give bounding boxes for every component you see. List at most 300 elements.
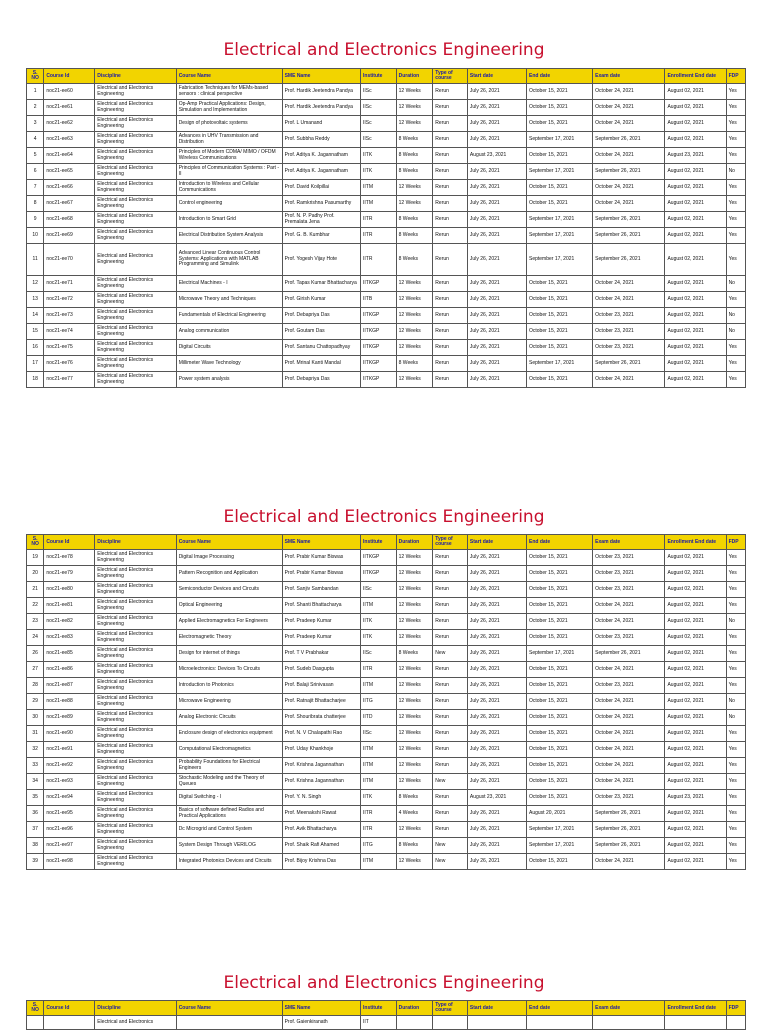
cell-enrollment-end-date: August 02, 2021 — [665, 630, 726, 646]
column-header-enrollment-end-date: Enrollment End date — [665, 535, 726, 550]
cell-sno: 31 — [27, 726, 44, 742]
cell-duration: 12 Weeks — [396, 614, 433, 630]
cell-course-name: Analog Electronic Circuits — [176, 710, 282, 726]
cell-sno: 7 — [27, 180, 44, 196]
table-row — [27, 598, 746, 614]
table-row — [27, 854, 746, 870]
cell-exam-date: October 24, 2021 — [593, 292, 665, 308]
cell-sme-name: Prof. T V Prabhakar — [282, 646, 360, 662]
cell-duration: 8 Weeks — [396, 148, 433, 164]
cell-institute: IITKGP — [361, 356, 397, 372]
cell-sno: 2 — [27, 100, 44, 116]
cell-end-date: October 15, 2021 — [526, 180, 592, 196]
cell-discipline: Electrical and Electronics Engineering — [95, 212, 176, 228]
cell-discipline: Electrical and Electronics Engineering — [95, 646, 176, 662]
cell-course-id: noc21-ee66 — [44, 180, 95, 196]
cell-sno: 3 — [27, 116, 44, 132]
cell-fdp: Yes — [726, 84, 745, 100]
cell-duration: 12 Weeks — [396, 550, 433, 566]
cell-start-date: July 26, 2021 — [467, 212, 526, 228]
cell-course-type: Rerun — [433, 822, 468, 838]
table-row — [27, 340, 746, 356]
cell-duration: 8 Weeks — [396, 244, 433, 276]
cell-sno: 35 — [27, 790, 44, 806]
cell-institute: IITKGP — [361, 372, 397, 388]
cell-end-date: October 15, 2021 — [526, 100, 592, 116]
cell-course-type: Rerun — [433, 806, 468, 822]
cell-course-id: noc21-ee65 — [44, 164, 95, 180]
page-2-title: Electrical and Electronics Engineering — [223, 507, 545, 527]
cell-course-name: Advanced Linear Continuous Control Systems: Applications with MATLAB Programming and Simulink — [176, 244, 282, 276]
table-row — [27, 678, 746, 694]
cell-exam-date: September 26, 2021 — [593, 212, 665, 228]
table-row — [27, 196, 746, 212]
cell-discipline: Electrical and Electronics Engineering — [95, 372, 176, 388]
cell-end-date: September 17, 2021 — [526, 164, 592, 180]
column-header-end-date: End date — [526, 69, 592, 84]
cell-duration: 8 Weeks — [396, 838, 433, 854]
cell-sme-name: Prof. Aditya K. Jagannatham — [282, 164, 360, 180]
cell-course-type: Rerun — [433, 148, 468, 164]
cell-sno: 30 — [27, 710, 44, 726]
cell-fdp: Yes — [726, 372, 745, 388]
cell-duration: 8 Weeks — [396, 212, 433, 228]
column-header-duration: Duration — [396, 535, 433, 550]
cell-course-name: Electrical Machines - I — [176, 276, 282, 292]
column-header-sme-name: SME Name — [282, 69, 360, 84]
cell-course-id: noc21-ee86 — [44, 662, 95, 678]
cell-end-date: September 17, 2021 — [526, 646, 592, 662]
cell-sme-name: Prof. Debapriya Das — [282, 308, 360, 324]
cell-duration: 12 Weeks — [396, 308, 433, 324]
cell-course-id: noc21-ee78 — [44, 550, 95, 566]
cell-course-id: noc21-ee93 — [44, 774, 95, 790]
cell-institute: IITK — [361, 630, 397, 646]
table-row — [27, 742, 746, 758]
cell-sno: 32 — [27, 742, 44, 758]
cell-institute: IITM — [361, 678, 397, 694]
cell-course-type: New — [433, 774, 468, 790]
cell-course-id: noc21-ee88 — [44, 694, 95, 710]
cell-start-date: July 26, 2021 — [467, 662, 526, 678]
cell-enrollment-end-date: August 02, 2021 — [665, 84, 726, 100]
cell-sme-name: Prof. Y. N. Singh — [282, 790, 360, 806]
cell-end-date: October 15, 2021 — [526, 758, 592, 774]
cell-course-id: noc21-ee75 — [44, 340, 95, 356]
cell-course-id: noc21-ee60 — [44, 84, 95, 100]
cell-sno: 4 — [27, 132, 44, 148]
cell-exam-date: October 23, 2021 — [593, 566, 665, 582]
cell-course-type: New — [433, 838, 468, 854]
cell-institute: IITK — [361, 614, 397, 630]
cell-end-date: October 15, 2021 — [526, 854, 592, 870]
cell-discipline: Electrical and Electronics Engineering — [95, 550, 176, 566]
cell-course-type: Rerun — [433, 196, 468, 212]
cell-start-date: July 26, 2021 — [467, 838, 526, 854]
cell-enrollment-end-date: August 02, 2021 — [665, 806, 726, 822]
table-row — [27, 726, 746, 742]
column-header-enrollment-end-date: Enrollment End date — [665, 1001, 726, 1016]
cell-fdp: Yes — [726, 774, 745, 790]
cell-start-date: July 26, 2021 — [467, 646, 526, 662]
cell-discipline: Electrical and Electronics Engineering — [95, 630, 176, 646]
cell-course-id: noc21-ee72 — [44, 292, 95, 308]
column-header-duration: Duration — [396, 69, 433, 84]
column-header-course-name: Course Name — [176, 535, 282, 550]
column-header-end-date: End date — [526, 1001, 592, 1016]
page-3-title: Electrical and Electronics Engineering — [223, 973, 545, 993]
cell-exam-date: October 24, 2021 — [593, 614, 665, 630]
cell-fdp: Yes — [726, 726, 745, 742]
cell-institute: IITK — [361, 164, 397, 180]
cell-duration: 12 Weeks — [396, 726, 433, 742]
cell-exam-date: October 24, 2021 — [593, 710, 665, 726]
cell-fdp: Yes — [726, 646, 745, 662]
cell-sno: 37 — [27, 822, 44, 838]
cell-discipline: Electrical and Electronics Engineering — [95, 726, 176, 742]
cell-discipline: Electrical and Electronics Engineering — [95, 116, 176, 132]
cell-discipline: Electrical and Electronics Engineering — [95, 356, 176, 372]
column-header-sno: S. NO — [27, 69, 44, 84]
table-row — [27, 372, 746, 388]
cell-end-date: September 17, 2021 — [526, 244, 592, 276]
cell-start-date: July 26, 2021 — [467, 566, 526, 582]
column-header-course-id: Course Id — [44, 535, 95, 550]
cell-course-name: Electromagnetic Theory — [176, 630, 282, 646]
cell-end-date — [526, 1016, 592, 1030]
cell-start-date: July 26, 2021 — [467, 774, 526, 790]
cell-end-date: September 17, 2021 — [526, 228, 592, 244]
cell-sno: 28 — [27, 678, 44, 694]
page-1-title: Electrical and Electronics Engineering — [223, 40, 545, 60]
cell-course-name — [176, 1016, 282, 1030]
table-row — [27, 244, 746, 276]
cell-discipline: Electrical and Electronics Engineering — [95, 308, 176, 324]
cell-exam-date — [593, 1016, 665, 1030]
cell-start-date: July 26, 2021 — [467, 582, 526, 598]
cell-sme-name: Prof. Debapriya Das — [282, 372, 360, 388]
cell-sme-name: Prof. Sudeb Dasgupta — [282, 662, 360, 678]
cell-course-name: Design for internet of things — [176, 646, 282, 662]
cell-end-date: October 15, 2021 — [526, 710, 592, 726]
cell-institute: IISc — [361, 116, 397, 132]
cell-institute: IISc — [361, 100, 397, 116]
cell-duration: 12 Weeks — [396, 276, 433, 292]
cell-enrollment-end-date: August 23, 2021 — [665, 790, 726, 806]
cell-sno: 17 — [27, 356, 44, 372]
cell-sme-name: Prof. Bijoy Krishna Das — [282, 854, 360, 870]
cell-course-name: Pattern Recognition and Application — [176, 566, 282, 582]
cell-exam-date: October 24, 2021 — [593, 276, 665, 292]
cell-enrollment-end-date: August 02, 2021 — [665, 614, 726, 630]
cell-exam-date: October 24, 2021 — [593, 694, 665, 710]
cell-enrollment-end-date: August 02, 2021 — [665, 292, 726, 308]
cell-duration: 8 Weeks — [396, 356, 433, 372]
cell-enrollment-end-date: August 02, 2021 — [665, 132, 726, 148]
cell-course-id: noc21-ee64 — [44, 148, 95, 164]
cell-discipline: Electrical and Electronics Engineering — [95, 790, 176, 806]
cell-duration: 8 Weeks — [396, 646, 433, 662]
cell-course-id: noc21-ee61 — [44, 100, 95, 116]
cell-discipline: Electrical and Electronics Engineering — [95, 678, 176, 694]
cell-start-date: July 26, 2021 — [467, 116, 526, 132]
cell-course-name: Digital Circuits — [176, 340, 282, 356]
cell-fdp: No — [726, 710, 745, 726]
table-row — [27, 84, 746, 100]
column-header-course-type: Type of course — [433, 535, 468, 550]
cell-sme-name: Prof. N. P. Padhy Prof. Premalata Jena — [282, 212, 360, 228]
cell-enrollment-end-date: August 02, 2021 — [665, 196, 726, 212]
cell-end-date: October 15, 2021 — [526, 790, 592, 806]
cell-start-date: July 26, 2021 — [467, 372, 526, 388]
cell-exam-date: October 23, 2021 — [593, 790, 665, 806]
cell-fdp: No — [726, 164, 745, 180]
column-header-course-name: Course Name — [176, 69, 282, 84]
cell-sme-name: Prof. Hardik Jeetendra Pandya — [282, 100, 360, 116]
cell-course-type: Rerun — [433, 276, 468, 292]
cell-exam-date: September 26, 2021 — [593, 838, 665, 854]
cell-enrollment-end-date: August 02, 2021 — [665, 340, 726, 356]
cell-end-date: October 15, 2021 — [526, 678, 592, 694]
cell-start-date: July 26, 2021 — [467, 694, 526, 710]
column-header-fdp: FDP — [726, 1001, 745, 1016]
cell-enrollment-end-date: August 02, 2021 — [665, 822, 726, 838]
cell-duration: 12 Weeks — [396, 566, 433, 582]
cell-duration: 12 Weeks — [396, 662, 433, 678]
cell-discipline: Electrical and Electronics Engineering — [95, 164, 176, 180]
cell-institute: IITB — [361, 292, 397, 308]
table-row — [27, 356, 746, 372]
cell-discipline: Electrical and Electronics Engineering — [95, 244, 176, 276]
cell-duration: 12 Weeks — [396, 822, 433, 838]
cell-enrollment-end-date: August 02, 2021 — [665, 212, 726, 228]
cell-sme-name: Prof. Hardik Jeetendra Pandya — [282, 84, 360, 100]
cell-course-id: noc21-ee63 — [44, 132, 95, 148]
table-row — [27, 806, 746, 822]
cell-duration — [396, 1016, 433, 1030]
cell-exam-date: October 24, 2021 — [593, 742, 665, 758]
cell-exam-date: October 24, 2021 — [593, 180, 665, 196]
cell-course-id: noc21-ee97 — [44, 838, 95, 854]
cell-course-type: Rerun — [433, 340, 468, 356]
cell-end-date: October 15, 2021 — [526, 116, 592, 132]
cell-fdp: Yes — [726, 790, 745, 806]
cell-course-name: Dc Microgrid and Control System — [176, 822, 282, 838]
cell-institute: IITM — [361, 742, 397, 758]
cell-course-id: noc21-ee94 — [44, 790, 95, 806]
cell-end-date: September 17, 2021 — [526, 132, 592, 148]
cell-sme-name: Prof. Shaik Rafi Ahamed — [282, 838, 360, 854]
cell-institute: IIT — [361, 1016, 397, 1030]
column-header-fdp: FDP — [726, 69, 745, 84]
cell-institute: IITD — [361, 710, 397, 726]
cell-end-date: October 15, 2021 — [526, 662, 592, 678]
cell-course-name: Advances in UHV Transmission and Distribution — [176, 132, 282, 148]
table-row — [27, 582, 746, 598]
cell-discipline: Electrical and Electronics Engineering — [95, 84, 176, 100]
cell-exam-date: October 24, 2021 — [593, 100, 665, 116]
cell-institute: IITR — [361, 244, 397, 276]
cell-fdp: Yes — [726, 116, 745, 132]
cell-course-type: Rerun — [433, 742, 468, 758]
cell-enrollment-end-date: August 02, 2021 — [665, 372, 726, 388]
cell-sno: 15 — [27, 324, 44, 340]
cell-fdp: No — [726, 614, 745, 630]
column-header-discipline: Discipline — [95, 69, 176, 84]
column-header-institute: Institute — [361, 1001, 397, 1016]
cell-duration: 12 Weeks — [396, 758, 433, 774]
cell-exam-date: October 24, 2021 — [593, 84, 665, 100]
column-header-sno: S. NO — [27, 535, 44, 550]
cell-exam-date: October 24, 2021 — [593, 726, 665, 742]
cell-end-date: October 15, 2021 — [526, 550, 592, 566]
cell-fdp: Yes — [726, 292, 745, 308]
cell-enrollment-end-date: August 02, 2021 — [665, 100, 726, 116]
cell-start-date: July 26, 2021 — [467, 758, 526, 774]
cell-duration: 4 Weeks — [396, 806, 433, 822]
cell-fdp: Yes — [726, 132, 745, 148]
cell-course-id: noc21-ee81 — [44, 598, 95, 614]
cell-discipline: Electrical and Electronics Engineering — [95, 228, 176, 244]
cell-start-date: July 26, 2021 — [467, 822, 526, 838]
cell-fdp: Yes — [726, 148, 745, 164]
cell-enrollment-end-date: August 02, 2021 — [665, 774, 726, 790]
cell-institute: IITM — [361, 774, 397, 790]
cell-course-type: Rerun — [433, 566, 468, 582]
cell-end-date: October 15, 2021 — [526, 292, 592, 308]
cell-course-name: Semiconductor Devices and Circuits — [176, 582, 282, 598]
cell-enrollment-end-date: August 02, 2021 — [665, 324, 726, 340]
cell-sme-name: Prof. Shanti Bhattacharya — [282, 598, 360, 614]
cell-course-type: Rerun — [433, 790, 468, 806]
cell-course-id: noc21-ee90 — [44, 726, 95, 742]
cell-discipline: Electrical and Electronics Engineering — [95, 774, 176, 790]
cell-end-date: September 17, 2021 — [526, 822, 592, 838]
cell-start-date: July 26, 2021 — [467, 244, 526, 276]
cell-fdp: No — [726, 324, 745, 340]
cell-sno: 33 — [27, 758, 44, 774]
course-table-2 — [26, 534, 746, 870]
cell-institute: IITR — [361, 822, 397, 838]
column-header-sno: S. NO — [27, 1001, 44, 1016]
cell-exam-date: September 26, 2021 — [593, 646, 665, 662]
cell-course-type: Rerun — [433, 212, 468, 228]
cell-start-date: July 26, 2021 — [467, 276, 526, 292]
cell-course-id: noc21-ee80 — [44, 582, 95, 598]
cell-sme-name: Prof. Aditya K. Jagannatham — [282, 148, 360, 164]
cell-discipline: Electrical and Electronics Engineering — [95, 324, 176, 340]
cell-sme-name: Prof. Goutam Das — [282, 324, 360, 340]
cell-exam-date: September 26, 2021 — [593, 164, 665, 180]
cell-enrollment-end-date: August 23, 2021 — [665, 148, 726, 164]
cell-course-name: Control engineering — [176, 196, 282, 212]
cell-start-date: July 26, 2021 — [467, 292, 526, 308]
cell-course-name: Electrical Distribution System Analysis — [176, 228, 282, 244]
cell-course-name: Introduction to Smart Grid — [176, 212, 282, 228]
cell-discipline: Electrical and Electronics Engineering — [95, 838, 176, 854]
cell-sme-name: Prof. Balaji Srinivasan — [282, 678, 360, 694]
cell-sno: 27 — [27, 662, 44, 678]
cell-end-date: September 17, 2021 — [526, 356, 592, 372]
table-row — [27, 758, 746, 774]
cell-course-type: New — [433, 854, 468, 870]
cell-course-type: Rerun — [433, 710, 468, 726]
cell-sno: 14 — [27, 308, 44, 324]
cell-duration: 12 Weeks — [396, 100, 433, 116]
cell-exam-date: October 24, 2021 — [593, 774, 665, 790]
cell-start-date: July 26, 2021 — [467, 678, 526, 694]
cell-start-date: July 26, 2021 — [467, 614, 526, 630]
cell-course-id: noc21-ee89 — [44, 710, 95, 726]
cell-enrollment-end-date: August 02, 2021 — [665, 164, 726, 180]
header-row — [27, 69, 746, 84]
cell-end-date: October 15, 2021 — [526, 372, 592, 388]
cell-fdp: Yes — [726, 630, 745, 646]
cell-fdp: No — [726, 694, 745, 710]
cell-start-date: July 26, 2021 — [467, 132, 526, 148]
cell-institute: IISc — [361, 646, 397, 662]
cell-exam-date: October 23, 2021 — [593, 630, 665, 646]
cell-discipline: Electrical and Electronics Engineering — [95, 662, 176, 678]
cell-sme-name: Prof. Pradeep Kumar — [282, 630, 360, 646]
cell-course-id: noc21-ee95 — [44, 806, 95, 822]
column-header-enrollment-end-date: Enrollment End date — [665, 69, 726, 84]
cell-sme-name: Prof. Gaienkiranath — [282, 1016, 360, 1030]
cell-sme-name: Prof. Mrinal Kanti Mandal — [282, 356, 360, 372]
cell-discipline: Electrical and Electronics Engineering — [95, 582, 176, 598]
column-header-exam-date: Exam date — [593, 1001, 665, 1016]
cell-start-date: July 26, 2021 — [467, 340, 526, 356]
table-row — [27, 710, 746, 726]
table-row — [27, 292, 746, 308]
cell-sno: 23 — [27, 614, 44, 630]
cell-enrollment-end-date: August 02, 2021 — [665, 228, 726, 244]
cell-course-name: Stochastic Modeling and the Theory of Queues — [176, 774, 282, 790]
cell-duration: 12 Weeks — [396, 710, 433, 726]
cell-course-name: Fundamentals of Electrical Engineering — [176, 308, 282, 324]
cell-end-date: October 15, 2021 — [526, 774, 592, 790]
table-row — [27, 662, 746, 678]
cell-institute: IITK — [361, 148, 397, 164]
cell-exam-date: September 26, 2021 — [593, 822, 665, 838]
table-row — [27, 646, 746, 662]
cell-duration: 12 Weeks — [396, 598, 433, 614]
cell-end-date: October 15, 2021 — [526, 694, 592, 710]
cell-sno: 16 — [27, 340, 44, 356]
cell-course-type: Rerun — [433, 132, 468, 148]
cell-duration: 12 Weeks — [396, 292, 433, 308]
cell-duration: 12 Weeks — [396, 630, 433, 646]
cell-sno: 19 — [27, 550, 44, 566]
cell-sme-name: Prof. Krishna Jagannathan — [282, 758, 360, 774]
table-row — [27, 1016, 746, 1030]
cell-institute: IITG — [361, 694, 397, 710]
cell-fdp — [726, 1016, 745, 1030]
cell-sno — [27, 1016, 44, 1030]
cell-course-name: Enclosure design of electronics equipment — [176, 726, 282, 742]
cell-sno: 24 — [27, 630, 44, 646]
cell-sno: 22 — [27, 598, 44, 614]
cell-end-date: October 15, 2021 — [526, 582, 592, 598]
cell-end-date: October 15, 2021 — [526, 566, 592, 582]
cell-sno: 13 — [27, 292, 44, 308]
cell-sme-name: Prof. Shouribrata chatterjee — [282, 710, 360, 726]
table-row — [27, 324, 746, 340]
cell-sme-name: Prof. Prabir Kumar Biswas — [282, 550, 360, 566]
column-header-course-id: Course Id — [44, 69, 95, 84]
cell-course-name: Basics of software defined Radios and Practical Applications — [176, 806, 282, 822]
cell-course-name: Integrated Photonics Devices and Circuits — [176, 854, 282, 870]
